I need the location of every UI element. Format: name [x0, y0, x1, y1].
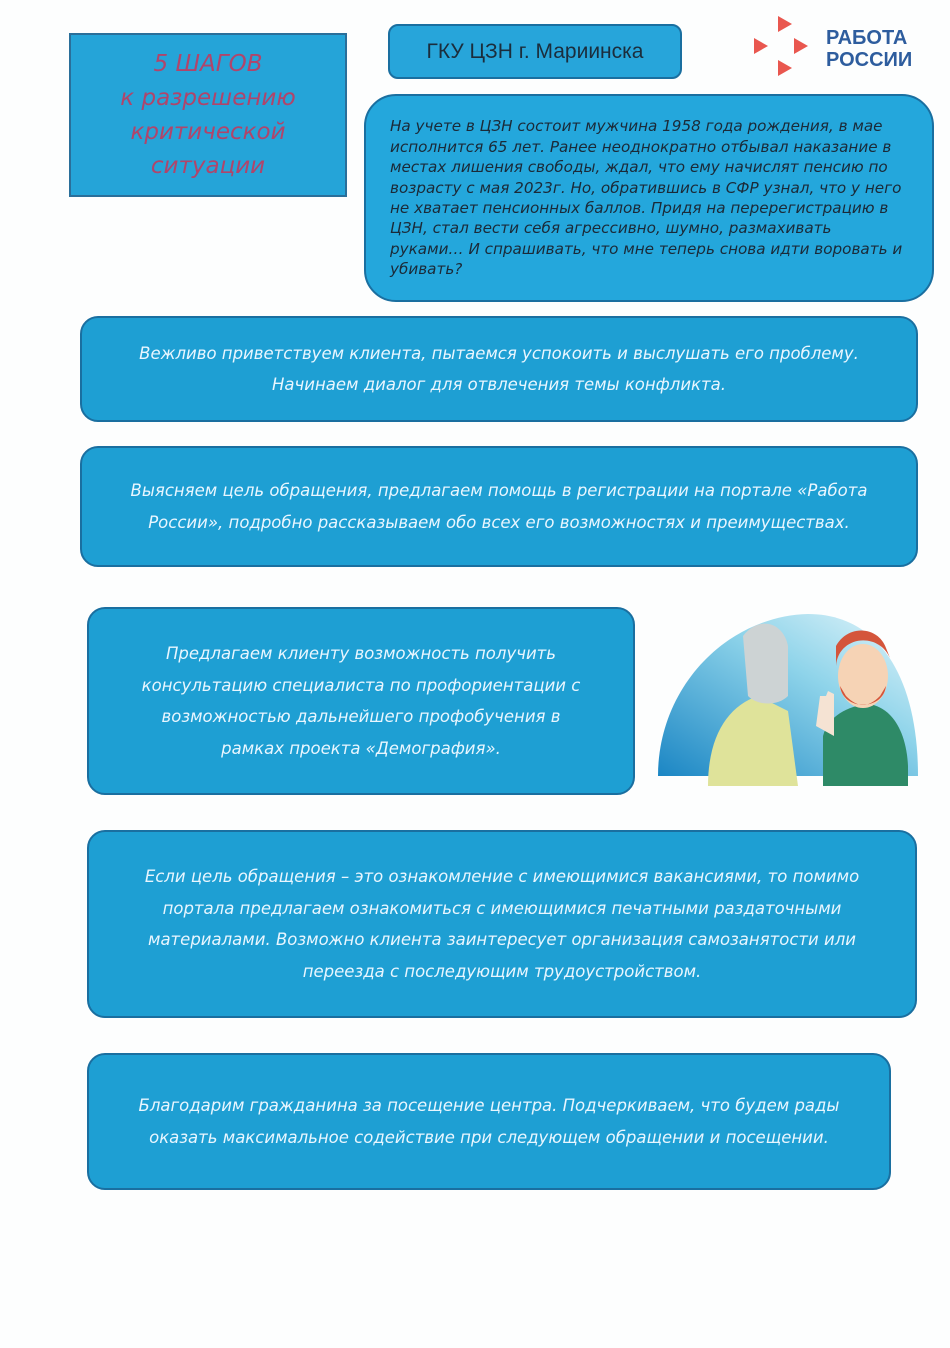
rabota-rossii-logo — [748, 16, 933, 82]
logo-line-2: РОССИИ — [826, 49, 913, 71]
poster-title — [69, 33, 347, 197]
step-1: Вежливо приветствуем клиента, пытаемся успокоить и выслушать его проблему. Начинаем диалог для отвлечения темы конфликта. — [80, 316, 918, 422]
step-4: Если цель обращения – это ознакомление с имеющимися вакансиями, то помимо портала предлагаем ознакомиться с имеющимися печатными раздаточными материалами. Возможно клиента заинтересует организация самозанятости или переезда с последующим трудоустройством. — [87, 830, 917, 1018]
step-3: Предлагаем клиенту возможность получить консультацию специалиста по профориентации с возможностью дальнейшего профобучения в рамках проекта «Демография». — [87, 607, 635, 795]
two-men-conversation-illustration — [648, 596, 922, 792]
title-line: ситуации — [150, 153, 266, 179]
title-line: 5 ШАГОВ — [153, 51, 263, 77]
title-line: критической — [130, 119, 286, 145]
case-description: На учете в ЦЗН состоит мужчина 1958 года рождения, в мае исполнится 65 лет. Ранее неоднократно отбывал наказание в местах лишения свободы, ждал, что ему начислят пенсию по возрасту с мая 2023г. Но, обратившись в СФР узнал, что у него не хватает пенсионных баллов. Придя на перерегистрацию в ЦЗН, стал вести себя агрессивно, шумно, размахивать руками… И спрашивать, что мне теперь снова идти воровать и убивать? — [364, 94, 934, 302]
title-line: к разрешению — [120, 85, 296, 111]
organization-label: ГКУ ЦЗН г. Мариинска — [388, 24, 682, 79]
logo-line-1: РАБОТА — [826, 27, 908, 49]
step-5: Благодарим гражданина за посещение центра. Подчеркиваем, что будем рады оказать максимальное содействие при следующем обращении и посещении. — [87, 1053, 891, 1190]
step-2: Выясняем цель обращения, предлагаем помощь в регистрации на портале «Работа России», подробно рассказываем обо всех его возможностях и преимуществах. — [80, 446, 918, 567]
rabota-rossii-logo-icon — [748, 16, 818, 82]
